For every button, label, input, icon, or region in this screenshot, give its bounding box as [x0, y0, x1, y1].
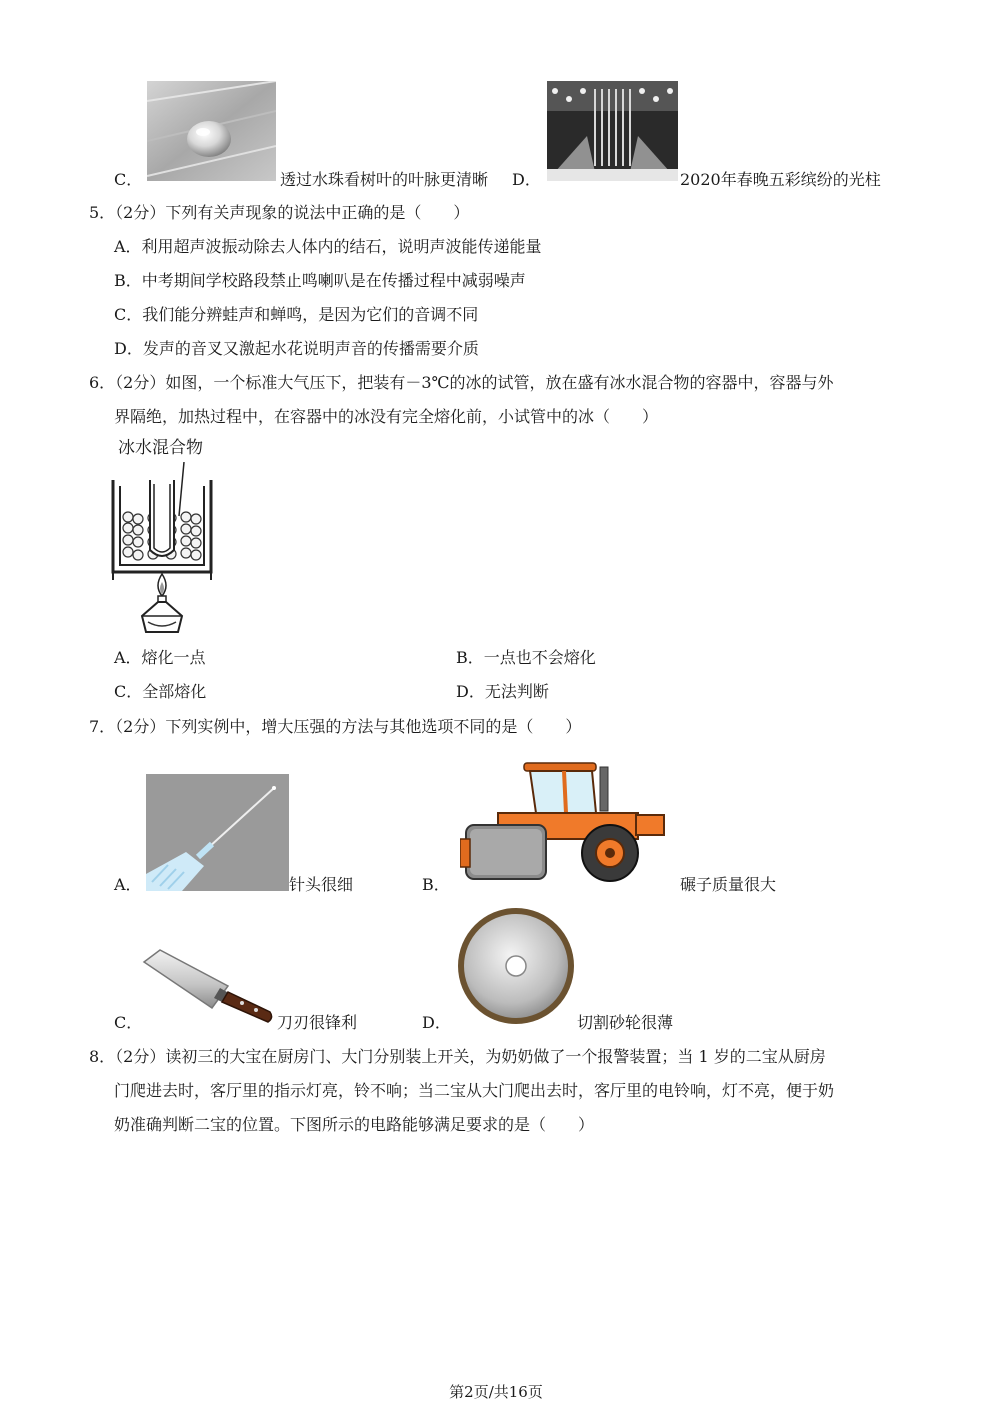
cutting-grinding-wheel-image: [456, 906, 576, 1026]
q4-option-c-text: 透过水珠看树叶的叶脉更清晰: [280, 170, 489, 189]
q4-option-d-text: 2020年春晚五彩缤纷的光柱: [680, 170, 881, 189]
q6-option-a: A．熔化一点: [114, 648, 206, 667]
q5-option-d: D．发声的音叉又激起水花说明声音的传播需要介质: [114, 339, 479, 358]
q6-stem-line1: 6．（2分）如图，一个标准大气压下，把装有－3℃的冰的试管，放在盛有冰水混合物的容器中，容器与外: [89, 373, 834, 392]
q5-option-b: B．中考期间学校路段禁止鸣喇叭是在传播过程中减弱噪声: [114, 271, 526, 290]
ice-water-container-diagram: [108, 462, 218, 640]
q7-option-b-text: 碾子质量很大: [680, 875, 777, 894]
q7-option-b-letter: B．: [422, 875, 450, 894]
q6-option-b: B．一点也不会熔化: [456, 648, 596, 667]
q7-option-c-letter: C．: [114, 1013, 143, 1032]
q4-option-d-letter: D．: [512, 170, 541, 189]
page-number: 第2页/共16页: [449, 1383, 543, 1401]
q7-option-d-letter: D．: [422, 1013, 451, 1032]
kitchen-knife-image: [142, 946, 274, 1026]
q7-stem: 7．（2分）下列实例中，增大压强的方法与其他选项不同的是（ ）: [89, 717, 582, 736]
q6-option-c: C．全部熔化: [114, 682, 207, 701]
syringe-needle-image: [146, 774, 289, 891]
q7-option-c-text: 刀刃很锋利: [277, 1013, 358, 1032]
stage-light-columns-image: [547, 81, 678, 181]
q7-option-d-text: 切割砂轮很薄: [577, 1013, 674, 1032]
water-droplet-image: [147, 81, 276, 181]
q6-stem-line2: 界隔绝，加热过程中，在容器中的冰没有完全熔化前，小试管中的冰（ ）: [114, 407, 659, 426]
q7-option-a-letter: A．: [114, 875, 142, 894]
q6-option-d: D．无法判断: [456, 682, 549, 701]
q7-option-a-text: 针头很细: [289, 875, 354, 894]
q5-stem: 5．（2分）下列有关声现象的说法中正确的是（ ）: [89, 203, 470, 222]
q8-stem-line1: 8．（2分）读初三的大宝在厨房门、大门分别装上开关，为奶奶做了一个报警装置；当 1 岁的二宝从厨房: [89, 1047, 826, 1066]
q4-option-c-letter: C．: [114, 170, 143, 189]
q8-stem-line2: 门爬进去时，客厅里的指示灯亮，铃不响；当二宝从大门爬出去时，客厅里的电铃响，灯不亮，便于奶: [114, 1081, 835, 1100]
q5-option-c: C．我们能分辨蛙声和蝉鸣，是因为它们的音调不同: [114, 305, 479, 324]
road-roller-image: [460, 757, 668, 885]
q6-figure-label: 冰水混合物: [118, 438, 203, 458]
q5-option-a: A．利用超声波振动除去人体内的结石，说明声波能传递能量: [114, 237, 542, 256]
q8-stem-line3: 奶准确判断二宝的位置。下图所示的电路能够满足要求的是（ ）: [114, 1115, 595, 1134]
